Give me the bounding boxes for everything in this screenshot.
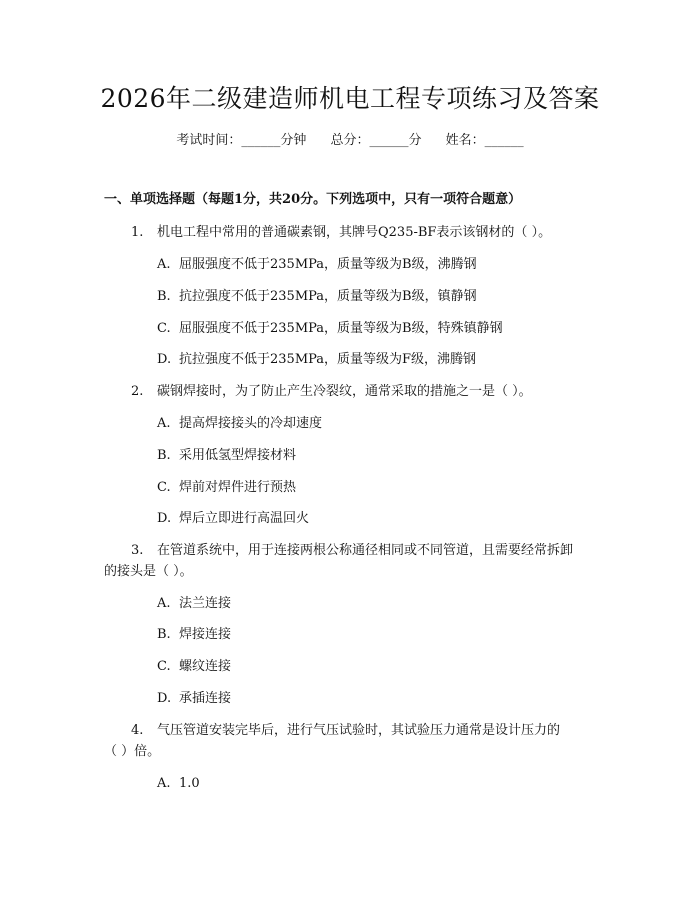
section-heading: 一、单项选择题（每题1分，共20分。下列选项中，只有一项符合题意） bbox=[104, 192, 522, 207]
exam-time-field: 考试时间：______分钟 bbox=[176, 133, 307, 148]
question-number: 1. bbox=[131, 225, 144, 240]
question-4-stem-continued bbox=[104, 742, 160, 762]
question-3-stem bbox=[131, 541, 573, 561]
question-text: 的接头是（ ）。 bbox=[104, 564, 193, 579]
question-1-option-a bbox=[157, 255, 477, 275]
question-text: 机电工程中常用的普通碳素钢，其牌号Q235-BF表示该钢材的（ ）。 bbox=[157, 225, 552, 240]
option-text: 法兰连接 bbox=[179, 596, 232, 611]
question-1-option-b bbox=[157, 287, 477, 307]
option-letter: A. bbox=[157, 776, 171, 791]
question-2-option-d bbox=[157, 509, 309, 529]
option-text: 承插连接 bbox=[179, 691, 232, 706]
option-text: 抗拉强度不低于235MPa，质量等级为B级，镇静钢 bbox=[179, 289, 477, 304]
option-letter: C. bbox=[157, 480, 171, 495]
option-text: 焊后立即进行高温回火 bbox=[179, 511, 310, 526]
question-text: （ ）倍。 bbox=[104, 744, 161, 759]
question-1-stem bbox=[131, 223, 551, 243]
question-text: 碳钢焊接时，为了防止产生冷裂纹，通常采取的措施之一是（ ）。 bbox=[157, 384, 532, 399]
option-text: 螺纹连接 bbox=[179, 659, 232, 674]
exam-info-line bbox=[0, 131, 700, 151]
question-2-option-c bbox=[157, 478, 296, 498]
question-number: 4. bbox=[131, 723, 144, 738]
question-1-option-d bbox=[157, 350, 476, 370]
option-letter: B. bbox=[157, 448, 171, 463]
option-text: 抗拉强度不低于235MPa，质量等级为F级，沸腾钢 bbox=[179, 352, 477, 367]
question-1-option-c bbox=[157, 319, 503, 339]
question-2-option-b bbox=[157, 446, 296, 466]
option-text: 屈服强度不低于235MPa，质量等级为B级，特殊镇静钢 bbox=[179, 321, 503, 336]
option-text: 屈服强度不低于235MPa，质量等级为B级，沸腾钢 bbox=[179, 257, 477, 272]
option-text: 焊接连接 bbox=[179, 627, 232, 642]
question-2-stem bbox=[131, 382, 532, 402]
option-letter: A. bbox=[157, 257, 171, 272]
question-4-option-a bbox=[157, 774, 200, 794]
question-number: 2. bbox=[131, 384, 144, 399]
page-title: 2026年二级建造师机电工程专项练习及答案 bbox=[100, 84, 600, 113]
option-text: 采用低氢型焊接材料 bbox=[179, 448, 297, 463]
option-letter: D. bbox=[157, 352, 172, 367]
total-score-field: 总分：______分 bbox=[330, 133, 422, 148]
option-letter: A. bbox=[157, 596, 171, 611]
option-letter: D. bbox=[157, 691, 172, 706]
question-text: 在管道系统中，用于连接两根公称通径相同或不同管道，且需要经常拆卸 bbox=[157, 543, 574, 558]
option-letter: C. bbox=[157, 321, 171, 336]
option-letter: B. bbox=[157, 289, 171, 304]
question-3-option-d bbox=[157, 689, 231, 709]
option-text: 提高焊接接头的冷却速度 bbox=[179, 416, 323, 431]
question-3-option-c bbox=[157, 657, 231, 677]
option-letter: A. bbox=[157, 416, 171, 431]
question-4-stem bbox=[131, 721, 560, 741]
question-number: 3. bbox=[131, 543, 144, 558]
option-letter: C. bbox=[157, 659, 171, 674]
option-text: 1.0 bbox=[179, 776, 200, 791]
option-letter: B. bbox=[157, 627, 171, 642]
question-2-option-a bbox=[157, 414, 322, 434]
question-text: 气压管道安装完毕后，进行气压试验时，其试验压力通常是设计压力的 bbox=[157, 723, 561, 738]
option-text: 焊前对焊件进行预热 bbox=[179, 480, 297, 495]
question-3-option-a bbox=[157, 594, 231, 614]
option-letter: D. bbox=[157, 511, 172, 526]
question-3-stem-continued bbox=[104, 562, 193, 582]
name-field: 姓名：______ bbox=[445, 133, 524, 148]
question-3-option-b bbox=[157, 625, 231, 645]
